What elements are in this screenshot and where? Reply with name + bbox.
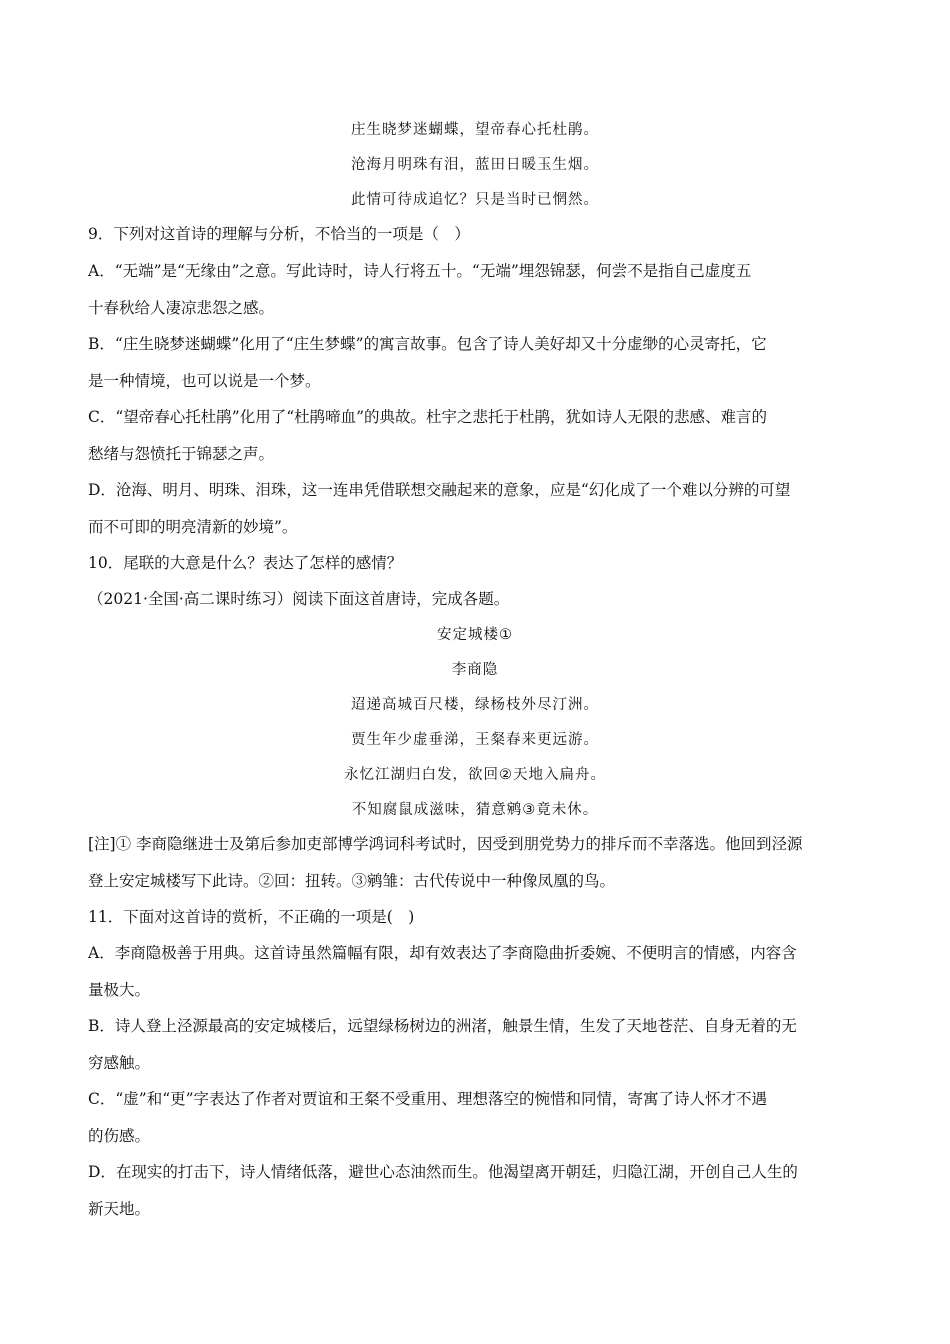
q9-option-d-line-1: D．沧海、明月、明珠、泪珠，这一连串凭借联想交融起来的意象，应是“幻化成了一个难以分辨的可望 [88, 481, 791, 499]
question-9-stem: 9．下列对这首诗的理解与分析，不恰当的一项是（ ） [88, 225, 470, 243]
q11-option-a-line-2: 量极大。 [88, 981, 151, 999]
q9-option-b-line-2: 是一种情境，也可以说是一个梦。 [88, 372, 321, 390]
question-11-stem: 11．下面对这首诗的赏析，不正确的一项是( ) [88, 908, 415, 926]
poem2-line-3: 永忆江湖归白发，欲回②天地入扁舟。 [344, 767, 606, 783]
annotation-line-2: 登上安定城楼写下此诗。②回：扭转。③鹓雏：古代传说中一种像凤凰的鸟。 [88, 872, 616, 890]
q11-option-a-line-1: A．李商隐极善于用典。这首诗虽然篇幅有限，却有效表达了李商隐曲折委婉、不便明言的情感，内容含 [88, 944, 797, 962]
q9-option-a-line-2: 十春秋给人凄凉悲怨之感。 [88, 299, 275, 317]
poem2-line-1: 迢递高城百尺楼，绿杨枝外尽汀洲。 [351, 697, 599, 713]
q9-option-d-line-2: 而不可即的明亮清新的妙境”。 [88, 518, 298, 536]
q11-option-b-line-1: B．诗人登上泾源最高的安定城楼后，远望绿杨树边的洲渚，触景生情，生发了天地苍茫、自身无着的无 [88, 1017, 797, 1035]
q11-option-d-line-2: 新天地。 [88, 1200, 151, 1218]
poem2-line-2: 贾生年少虚垂涕，王粲春来更远游。 [351, 732, 599, 748]
poem2-author: 李商隐 [451, 662, 499, 678]
poem1-line-1: 庄生晓梦迷蝴蝶，望帝春心托杜鹃。 [351, 122, 599, 138]
q9-option-a-line-1: A．“无端”是“无缘由”之意。写此诗时，诗人行将五十。“无端”埋怨锦瑟，何尝不是指自己虚度五 [88, 262, 752, 280]
q11-option-c-line-2: 的伤感。 [88, 1127, 151, 1145]
question-10-stem: 10．尾联的大意是什么？表达了怎样的感情？ [88, 554, 403, 572]
q11-option-c-line-1: C．“虚”和“更”字表达了作者对贾谊和王粲不受重用、理想落空的惋惜和同情，寄寓了诗人怀才不遇 [88, 1090, 768, 1108]
q9-option-c-line-2: 愁绪与怨愤托于锦瑟之声。 [88, 445, 275, 463]
poem1-line-3: 此情可待成追忆？只是当时已惘然。 [351, 192, 599, 208]
poem2-title: 安定城楼① [437, 627, 513, 643]
q9-option-b-line-1: B．“庄生晓梦迷蝴蝶”化用了“庄生梦蝶”的寓言故事。包含了诗人美好却又十分虚缈的心灵寄托，它 [88, 335, 767, 353]
source-note: （2021·全国·高二课时练习）阅读下面这首唐诗，完成各题。 [88, 590, 510, 608]
q11-option-b-line-2: 穷感触。 [88, 1054, 151, 1072]
q11-option-d-line-1: D．在现实的打击下，诗人情绪低落，避世心态油然而生。他渴望离开朝廷，归隐江湖，开创自己人生的 [88, 1163, 798, 1181]
q9-option-c-line-1: C．“望帝春心托杜鹃”化用了“杜鹃啼血”的典故。杜宇之悲托于杜鹃，犹如诗人无限的悲感、难言的 [88, 408, 768, 426]
poem1-line-2: 沧海月明珠有泪，蓝田日暖玉生烟。 [351, 157, 599, 173]
annotation-line-1: [注]① 李商隐继进士及第后参加吏部博学鸿词科考试时，因受到朋党势力的排斥而不幸落选。他回到泾源 [88, 835, 803, 853]
poem2-line-4: 不知腐鼠成滋味，猜意鹓③竟未休。 [351, 802, 599, 818]
